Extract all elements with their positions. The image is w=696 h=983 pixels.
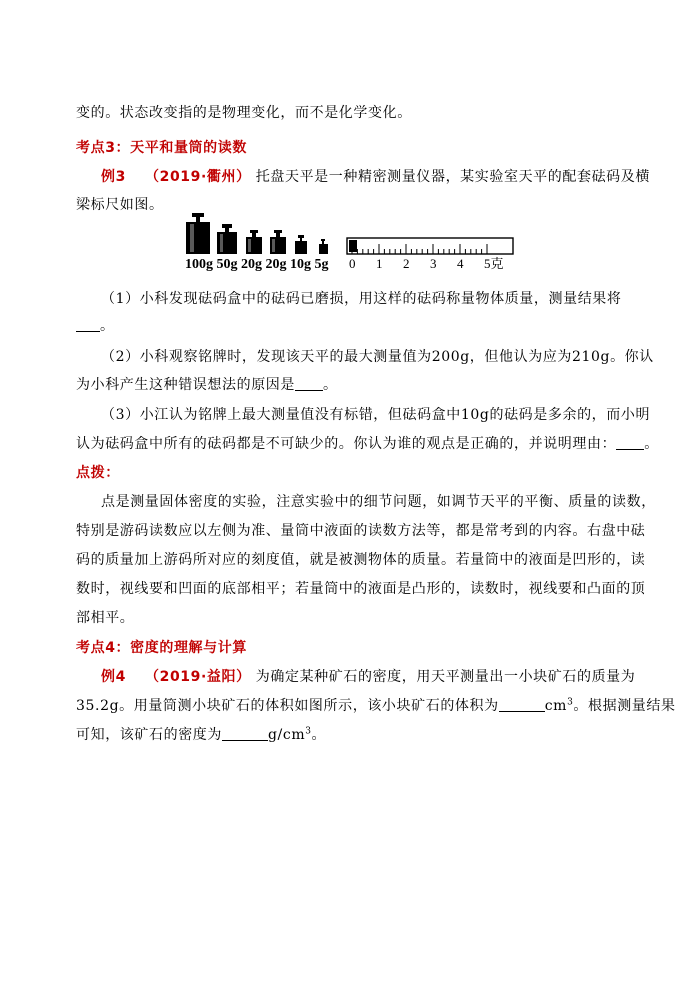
ruler-label: 0 [349, 256, 356, 271]
weight-100g-icon [186, 213, 210, 254]
tips-heading: 点拨： [76, 465, 120, 481]
tips-line: 部相平。 [76, 610, 135, 626]
unit-exponent: 3 [305, 726, 312, 737]
weight-10g-icon [295, 235, 307, 254]
text: 可知，该矿石的密度为 [76, 727, 222, 743]
question-3: （3）小江认为铭牌上最大测量值没有标错，但砝码盒中10g的砝码是多余的，而小明 [101, 407, 651, 423]
text: 35.2g。用量筒测小块矿石的体积如图所示，该小块矿石的体积为 [76, 698, 499, 714]
answer-blank [76, 317, 100, 332]
punctuation: 。 [323, 377, 338, 393]
example-4-line [76, 697, 676, 715]
ruler-label: 4 [457, 256, 464, 271]
weight-20g-icon [270, 230, 286, 254]
text: 为小科产生这种错误想法的原因是 [76, 377, 295, 393]
unit: cm [544, 698, 568, 714]
beam-scale-ruler [346, 236, 516, 272]
question-3-cont [76, 435, 659, 453]
ruler-label: 5克 [484, 256, 504, 271]
answer-blank [616, 435, 644, 450]
rider-icon [349, 240, 357, 252]
weight-labels [185, 257, 329, 273]
question-1: （1）小科发现砝码盒中的砝码已磨损，用这样的砝码称量物体质量，测量结果将 [101, 291, 622, 307]
answer-blank [295, 376, 323, 391]
answer-blank [222, 726, 268, 741]
tips-line: 码的质量加上游码所对应的刻度值，就是被测物体的质量。若量筒中的液面是凹形的，读 [76, 552, 646, 568]
punctuation: 。 [644, 436, 659, 452]
example-4-intro [101, 668, 635, 686]
tips-line: 点是测量固体密度的实验，注意实验中的细节问题，如调节天平的平衡、质量的读数， [101, 494, 656, 510]
weight-label: 10g [290, 257, 311, 272]
tips-line: 特别是游码读数应以左侧为准、量筒中液面的读数方法等，都是常考到的内容。右盘中砝 [76, 523, 646, 539]
section-heading: 考点4：密度的理解与计算 [76, 640, 247, 656]
example-4-line [76, 726, 326, 744]
weight-5g-icon [319, 239, 328, 254]
text: 。根据测量结果 [573, 698, 676, 714]
ruler-label: 1 [376, 256, 383, 271]
weight-label: 20g [241, 257, 262, 272]
tips-line: 数时，视线要和凹面的底部相平；若量筒中的液面是凸形的，读数时，视线要和凸面的顶 [76, 581, 646, 597]
question-2-cont [76, 376, 338, 394]
weight-50g-icon [217, 224, 237, 254]
weight-label: 5g [314, 257, 329, 272]
text-line: 梁标尺如图。 [76, 197, 164, 213]
weight-label: 100g [185, 257, 213, 272]
unit-exponent: 3 [567, 697, 574, 708]
text: 认为砝码盒中所有的砝码都是不可缺少的。你认为谁的观点是正确的，并说明理由： [76, 436, 617, 452]
section-heading: 考点3：天平和量筒的读数 [76, 140, 247, 156]
example-label: 例4 [101, 669, 126, 685]
text-line: 变的。状态改变指的是物理变化，而不是化学变化。 [76, 105, 412, 121]
unit: g/cm [268, 727, 306, 743]
ruler-label: 2 [403, 256, 410, 271]
weight-label: 20g [265, 257, 287, 272]
example-source: （2019·衢州） [145, 169, 251, 185]
ruler-label: 3 [430, 256, 437, 271]
weight-label: 50g [216, 257, 238, 272]
punctuation: 。 [100, 318, 115, 334]
answer-blank [499, 697, 545, 712]
example-3-intro [101, 168, 650, 186]
example-text: 托盘天平是一种精密测量仪器，某实验室天平的配套砝码及横 [255, 169, 650, 185]
example-label: 例3 [101, 169, 126, 185]
question-1-answer-line [76, 317, 115, 335]
punctuation: 。 [311, 727, 327, 743]
example-source: （2019·益阳） [145, 669, 251, 685]
example-text: 为确定某种矿石的密度，用天平测量出一小块矿石的质量为 [255, 669, 636, 685]
weight-20g-icon [246, 230, 262, 254]
question-2: （2）小科观察铭牌时，发现该天平的最大测量值为200g，但他认为应为210g。你认 [101, 349, 654, 365]
